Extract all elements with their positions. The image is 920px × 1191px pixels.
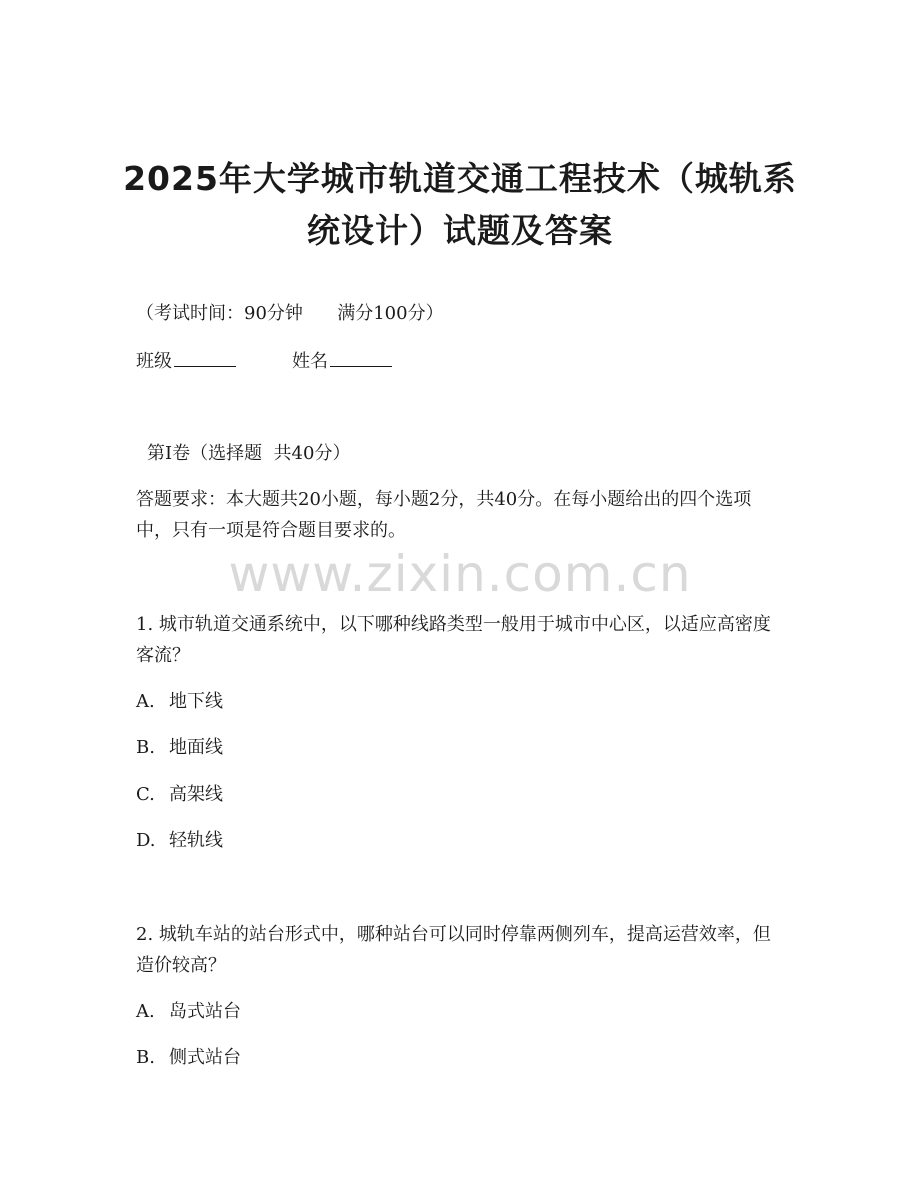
option-letter: C. [136, 784, 155, 805]
option-text: 高架线 [169, 784, 223, 805]
option-text: 侧式站台 [169, 1047, 241, 1068]
title-line-1: 2025年大学城市轨道交通工程技术（城轨系 [123, 159, 797, 198]
student-info-row [136, 346, 786, 377]
question-2-text: 2. 城轨车站的站台形式中，哪种站台可以同时停靠两侧列车，提高运营效率，但造价较高？ [136, 924, 771, 976]
option-text: 岛式站台 [169, 1001, 241, 1022]
q1-option-a [136, 690, 223, 714]
option-letter: B. [136, 737, 155, 758]
q1-option-c [136, 783, 223, 807]
instructions: 答题要求：本大题共20小题，每小题2分，共40分。在每小题给出的四个选项中，只有一项是符合题目要求的。 [136, 489, 752, 541]
q1-option-b [136, 736, 223, 760]
exam-info: （考试时间：90分钟 满分100分） [136, 303, 444, 324]
name-blank [330, 348, 392, 367]
document-title [0, 153, 920, 257]
option-text: 地面线 [169, 737, 223, 758]
question-1-text: 1. 城市轨道交通系统中，以下哪种线路类型一般用于城市中心区，以适应高密度客流？ [136, 614, 771, 666]
watermark: www.zixin.com.cn [228, 545, 692, 603]
name-label: 姓名 [292, 351, 328, 372]
q2-option-b [136, 1046, 241, 1070]
class-blank [174, 348, 236, 367]
title-line-2: 统设计）试题及答案 [307, 211, 613, 250]
option-letter: A. [136, 691, 155, 712]
q1-option-d [136, 829, 223, 853]
q2-option-a [136, 1000, 241, 1024]
option-letter: D. [136, 830, 156, 851]
option-letter: A. [136, 1001, 155, 1022]
class-label: 班级 [136, 351, 172, 372]
section-header: 第Ⅰ卷（选择题 共40分） [147, 443, 351, 464]
option-text: 轻轨线 [169, 830, 223, 851]
option-text: 地下线 [169, 691, 223, 712]
option-letter: B. [136, 1047, 155, 1068]
